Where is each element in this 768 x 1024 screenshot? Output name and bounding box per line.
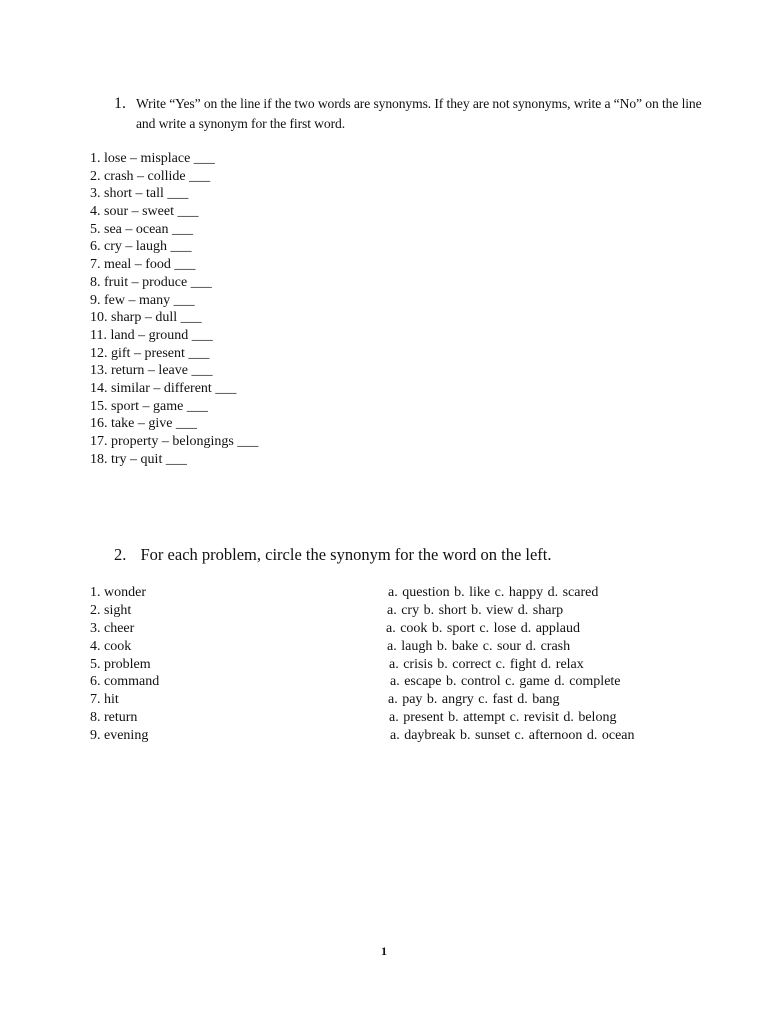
synonym-pair-item: 14. similar – different ___ <box>90 380 237 396</box>
synonym-pair-item: 12. gift – present ___ <box>90 345 210 361</box>
answer-choices: a. pay b. angry c. fast d. bang <box>388 692 560 708</box>
answer-choices: a. daybreak b. sunset c. afternoon d. ocean <box>390 728 635 744</box>
question-row <box>90 602 710 620</box>
synonym-pair-item: 16. take – give ___ <box>90 416 197 432</box>
question-word: 6. command <box>90 674 160 690</box>
answer-choices: a. laugh b. bake c. sour d. crash <box>387 638 571 654</box>
synonym-pair-item: 11. land – ground ___ <box>90 327 213 343</box>
section-2-heading <box>114 544 552 566</box>
synonym-pair-item: 3. short – tall ___ <box>90 186 189 202</box>
answer-choices: a. crisis b. correct c. fight d. relax <box>389 656 584 672</box>
question-row <box>90 727 710 745</box>
synonym-pair-item: 9. few – many ___ <box>90 292 195 308</box>
synonym-pair-item: 8. fruit – produce ___ <box>90 274 212 290</box>
question-row <box>90 584 710 602</box>
question-row <box>90 709 710 727</box>
question-row <box>90 638 710 656</box>
answer-choices: a. escape b. control c. game d. complete <box>390 674 621 690</box>
question-word: 8. return <box>90 710 138 726</box>
question-word: 3. cheer <box>90 620 135 636</box>
synonym-pair-item: 5. sea – ocean ___ <box>90 221 194 237</box>
question-row <box>90 656 710 674</box>
synonym-pair-item: 13. return – leave ___ <box>90 363 213 379</box>
section-2-number: 2. <box>114 545 127 564</box>
question-word: 2. sight <box>90 602 132 618</box>
synonym-pair-item: 7. meal – food ___ <box>90 257 196 273</box>
section-1-heading <box>114 94 704 134</box>
question-row <box>90 673 710 691</box>
synonym-pair-item: 10. sharp – dull ___ <box>90 310 202 326</box>
question-row <box>90 620 710 638</box>
synonym-pair-item: 17. property – belongings ___ <box>90 434 259 449</box>
answer-choices: a. present b. attempt c. revisit d. belong <box>389 710 617 726</box>
synonym-pair-list <box>90 150 258 468</box>
section-1-instruction: Write “Yes” on the line if the two words are synonyms. If they are not synonyms, write a “No” on the line and write a synonym for the first word. <box>136 96 702 131</box>
question-word: 1. wonder <box>90 585 146 600</box>
answer-choices: a. cry b. short b. view d. sharp <box>387 602 564 618</box>
question-word: 9. evening <box>90 728 149 744</box>
synonym-pair-item: 4. sour – sweet ___ <box>90 204 199 220</box>
synonym-pair-item: 1. lose – misplace ___ <box>90 151 215 166</box>
synonym-pair-item: 18. try – quit ___ <box>90 451 187 467</box>
question-word: 7. hit <box>90 692 119 708</box>
section-2-instruction: For each problem, circle the synonym for the word on the left. <box>140 545 552 564</box>
multiple-choice-list <box>90 584 710 745</box>
question-word: 4. cook <box>90 638 132 654</box>
question-word: 5. problem <box>90 656 151 672</box>
synonym-pair-item: 6. cry – laugh ___ <box>90 239 192 255</box>
answer-choices: a. question b. like c. happy d. scared <box>388 585 599 600</box>
synonym-pair-item: 15. sport – game ___ <box>90 398 208 414</box>
question-row <box>90 691 710 709</box>
synonym-pair-item: 2. crash – collide ___ <box>90 168 211 184</box>
answer-choices: a. cook b. sport c. lose d. applaud <box>386 620 581 636</box>
section-1-number: 1. <box>114 95 126 112</box>
page-number: 1 <box>381 944 387 958</box>
